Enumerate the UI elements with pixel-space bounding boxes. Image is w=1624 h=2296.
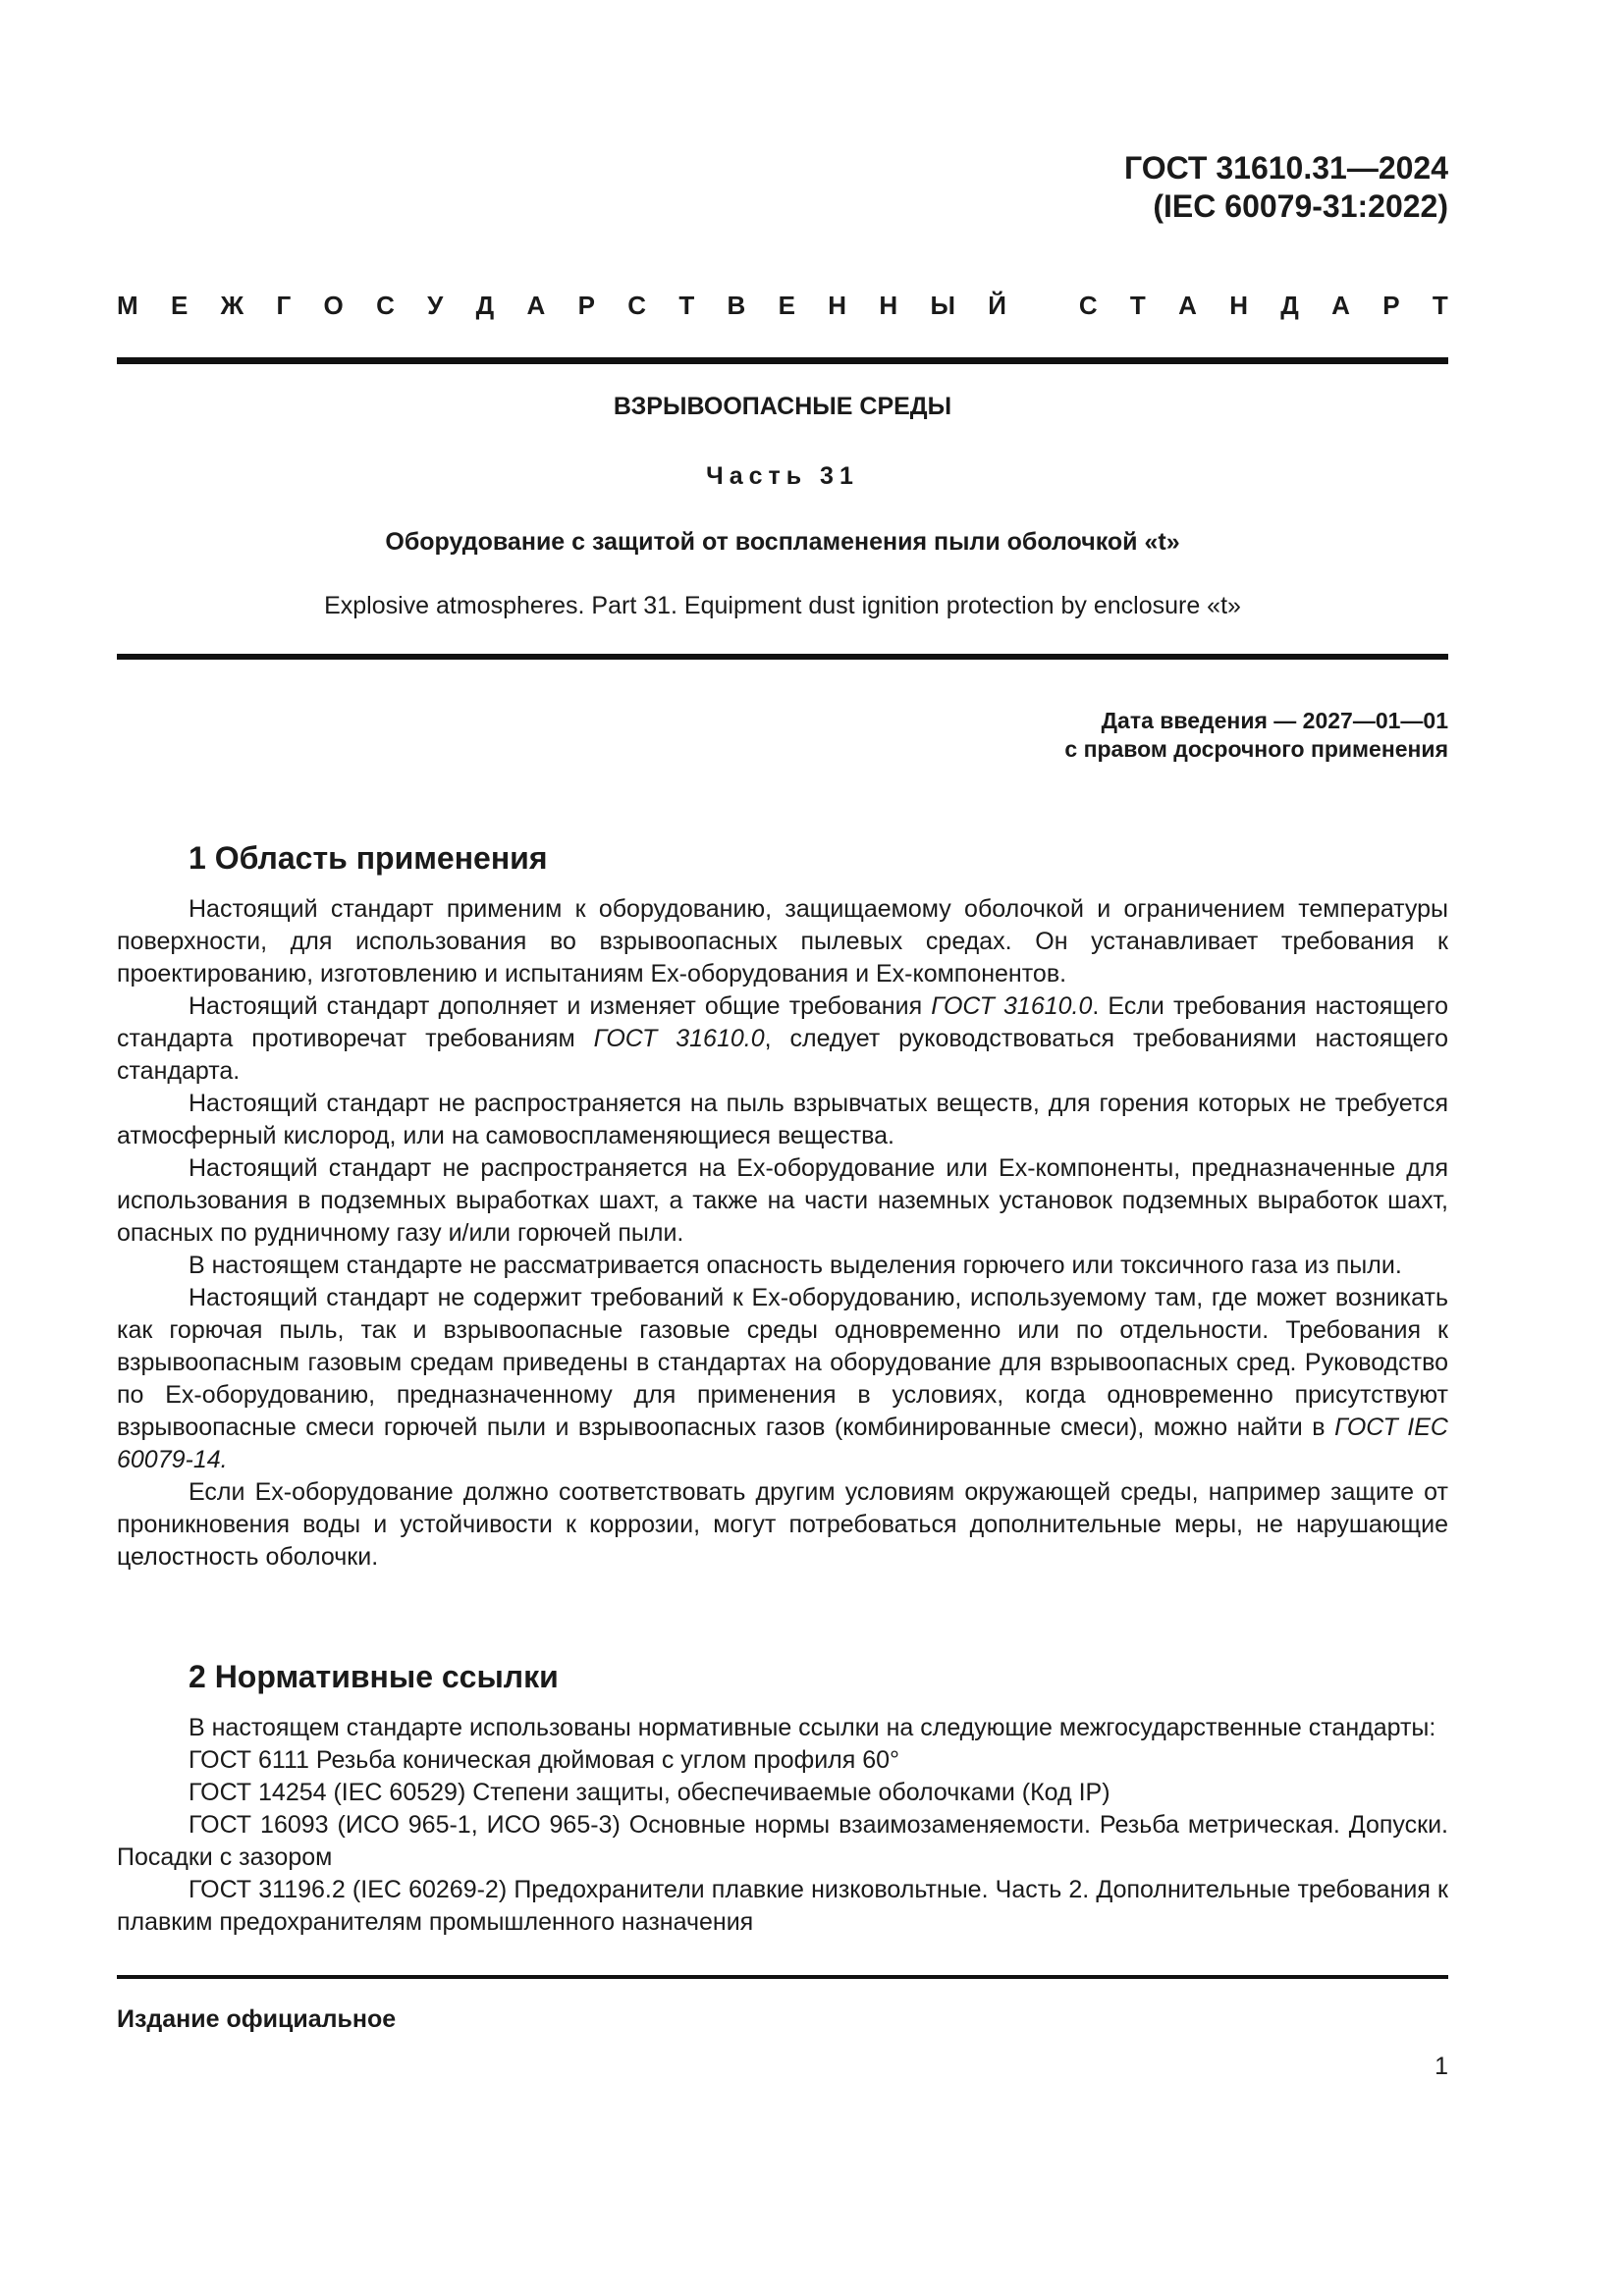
label-letter: Р [577,291,595,320]
scope-paragraph-4: Настоящий стандарт не распространяется на Ex-оборудование или Ex-компоненты, предназначенные для использования в подземных выработках шахт, а также на части наземных установок подземных выработок шахт, опасных по рудничному газу и/или горючей пыли. [117,1154,1448,1247]
top-rule [117,357,1448,364]
label-letter: Н [828,291,847,320]
label-letter: Й [988,291,1006,320]
label-letter: С [1078,291,1098,320]
label-letter: М [117,291,138,320]
standard-designation [1124,149,1448,226]
early-use-note: с правом досрочного применения [1064,736,1448,762]
text-span: Настоящий стандарт не содержит требований к Ex-оборудованию, используемому там, где может возникать как горючая пыль, так и взрывоопасные газовые среды одновременно или по отдельности. Требования к взрывоопасным газовым средам приведены в стандартах на оборудование для взрывоопасных сред. Руководство по Ex-оборудованию, предназначенному для применения в условиях, когда одновременно присутствуют взрывоопасные смеси горючей пыли и взрывоопасных газов (комбинированные смеси), можно найти в [117,1284,1448,1441]
label-letter: Е [778,291,795,320]
label-letter: Ж [220,291,244,320]
interstate-standard-label [117,291,1448,321]
label-letter: Т [1432,291,1448,320]
label-letter: С [627,291,647,320]
label-letter: Т [1129,291,1146,320]
page-number: 1 [1435,2053,1448,2080]
scope-paragraph-5: В настоящем стандарте не рассматривается опасность выделения горючего или токсичного газа из пыли. [189,1252,1402,1279]
official-edition-label: Издание официальное [117,2005,397,2033]
reference-item: ГОСТ 6111 Резьба коническая дюймовая с углом профиля 60° [189,1746,900,1774]
section-1-heading: 1 Область применения [189,840,548,876]
footer-rule [117,1975,1448,1979]
introduction-date [1064,707,1448,764]
text-span: , следует руководствоваться требованиями настоящего стандарта. [117,1025,1448,1085]
label-letter: Д [1280,291,1299,320]
scope-paragraph-2 [117,990,1448,1088]
title-rule [117,654,1448,660]
label-gap [1039,291,1046,321]
designation-iec: (IEC 60079-31:2022) [1153,188,1448,224]
designation-gost: ГОСТ 31610.31—2024 [1123,150,1448,186]
title-block [117,393,1448,620]
label-letter: Ы [930,291,955,320]
scope-paragraph-6 [117,1282,1448,1476]
label-letter: Е [170,291,189,320]
label-letter: В [727,291,746,320]
reference-item: ГОСТ 16093 (ИСО 965-1, ИСО 965-3) Основные нормы взаимозаменяемости. Резьба метрическая. Допуски. Посадки с зазором [117,1811,1448,1871]
label-letter: Т [678,291,695,320]
reference-item: ГОСТ 31196.2 (IEC 60269-2) Предохранители плавкие низковольтные. Часть 2. Дополнительные требования к плавким предохранителям промышленного назначения [117,1876,1448,1936]
scope-paragraph-1: Настоящий стандарт применим к оборудованию, защищаемому оболочкой и ограничением температуры поверхности, для использования во взрывоопасных пылевых средах. Он устанавливает требования к проектированию, изготовлению и испытаниям Ex-оборудования и Ex-компонентов. [117,895,1448,988]
gost-iec-reference: ГОСТ IEC 60079-14. [117,1414,1448,1473]
label-letter: Р [1382,291,1400,320]
gost-reference: ГОСТ 31610.0 [931,992,1093,1020]
reference-item: ГОСТ 14254 (IEC 60529) Степени защиты, обеспечиваемые оболочками (Код IP) [189,1779,1110,1806]
scope-paragraph-3: Настоящий стандарт не распространяется на пыль взрывчатых веществ, для горения которых не требуется атмосферный кислород, или на самовоспламеняющиеся вещества. [117,1090,1448,1149]
label-letter: Н [1229,291,1248,320]
label-letter: Г [276,291,292,320]
label-letter: Д [475,291,495,320]
label-letter: А [526,291,546,320]
label-letter: А [1178,291,1197,320]
label-letter: У [427,291,444,320]
text-span: . Если требования настоящего стандарта противоречат требованиям [117,992,1448,1052]
text-span: Настоящий стандарт дополняет и изменяет общие требования [189,992,932,1020]
label-letter: С [376,291,395,320]
part-title: Часть 31 [706,462,859,490]
scope-paragraph-7: Если Ex-оборудование должно соответствовать другим условиям окружающей среды, например защите от проникновения воды и устойчивости к коррозии, могут потребоваться дополнительные меры, не нарушающие целостность оболочки. [117,1478,1448,1571]
english-title: Explosive atmospheres. Part 31. Equipment dust ignition protection by enclosure «t» [324,592,1241,619]
label-letter: О [323,291,344,320]
label-letter: А [1331,291,1350,320]
section-normative-references [117,1659,1448,1939]
date-line: Дата введения — 2027—01—01 [1101,708,1448,733]
main-title: ВЗРЫВООПАСНЫЕ СРЕДЫ [613,393,952,420]
section-2-heading: 2 Нормативные ссылки [189,1659,559,1694]
section-scope [117,840,1448,1574]
subtitle: Оборудование с защитой от воспламенения пыли оболочкой «t» [385,528,1180,556]
label-letter: Н [879,291,898,320]
references-intro: В настоящем стандарте использованы нормативные ссылки на следующие межгосударственные стандарты: [189,1714,1436,1741]
gost-reference: ГОСТ 31610.0 [593,1025,765,1052]
